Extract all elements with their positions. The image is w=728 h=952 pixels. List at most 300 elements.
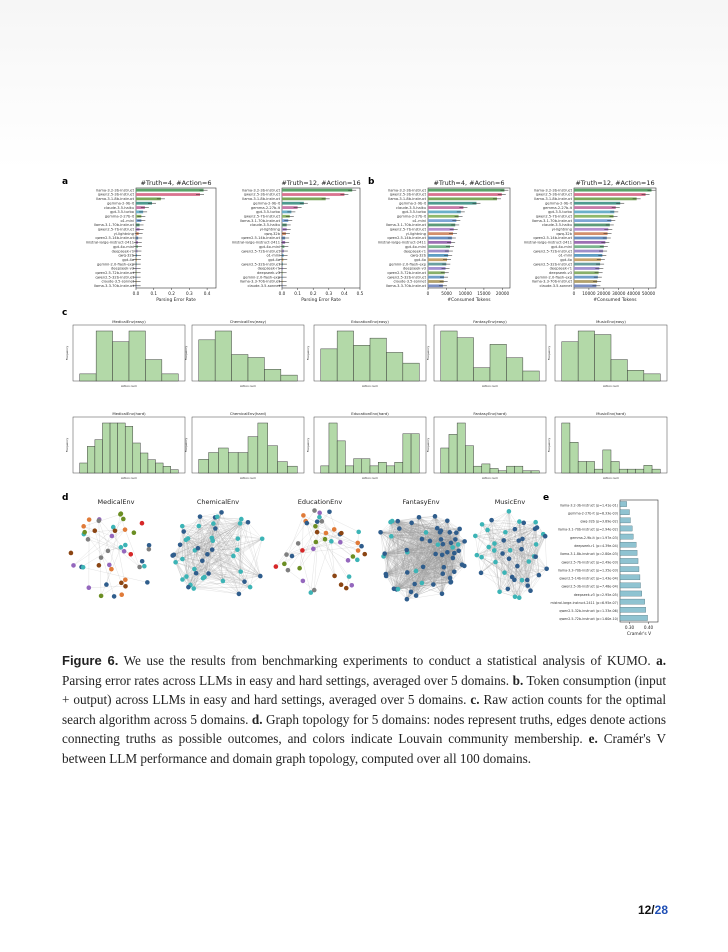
hist-bar-hard-3-9 <box>515 466 523 473</box>
graph-node-3 <box>450 545 455 550</box>
bar-label-e-8: llama-3.3-70b-instruct (p=1.35e-03) <box>558 568 618 573</box>
bar-label-a1-1: qwen2.5-3b-instruct <box>97 192 134 197</box>
graph-node-3 <box>449 580 454 585</box>
bar-label-a2-19: deepseek-v3 <box>257 271 280 275</box>
graph-node-2 <box>323 537 328 542</box>
graph-node-4 <box>525 578 530 583</box>
hist-bar-hard-2-0 <box>321 466 329 473</box>
graph-node-2 <box>338 540 343 545</box>
hist-bar-easy-3-4 <box>506 358 522 381</box>
graph-node-1 <box>197 524 202 529</box>
graph-node-2 <box>315 530 320 535</box>
graph-node-2 <box>301 579 306 584</box>
bar-label-a2-7: llama-3.1-70b-instruct <box>239 218 280 223</box>
bar-label-a1-9: qwen2.5-7b-instruct <box>97 227 134 232</box>
bar-label-b1-19: qwen2.5-72b-instruct <box>387 271 426 275</box>
bar-label-b2-8: claude-3.5-haiku <box>542 223 572 228</box>
graph-edge-0 <box>95 531 140 567</box>
graph-node-2 <box>356 548 361 553</box>
bar-label-a2-1: qwen2.5-3b-instruct <box>243 192 280 197</box>
graph-node-4 <box>510 575 515 580</box>
bar-b2-10 <box>574 232 608 235</box>
graph-title-2: EducationEnv <box>297 498 343 506</box>
bar-label-a1-21: claude-3.5-sonnet <box>101 279 134 284</box>
graph-edge-1 <box>194 589 239 594</box>
graph-node-3 <box>382 551 387 556</box>
graph-node-1 <box>248 585 253 590</box>
bar-label-a1-20: qwen2.5-32b-instruct <box>95 275 134 280</box>
graph-node-0 <box>123 584 128 589</box>
bar-e-2 <box>620 518 630 523</box>
bar-e-11 <box>620 591 642 596</box>
bar-label-a1-22: llama-3.3-70b-instruct <box>93 284 134 289</box>
bar-label-a2-8: claude-3.5-haiku <box>250 223 280 228</box>
graph-node-0 <box>97 563 102 568</box>
graph-node-4 <box>479 555 484 560</box>
bar-label-a2-21: llama-3.3-70b-instruct <box>239 279 280 284</box>
graph-node-0 <box>128 552 133 557</box>
bar-label-e-3: llama-3.1-70b-instruct (p=2.94e-02) <box>558 527 618 532</box>
graph-node-0 <box>81 524 86 529</box>
caption-a-text: Parsing error rates across LLMs in easy and hard settings, averaged over 5 domains. <box>62 672 513 688</box>
graph-node-4 <box>517 519 522 524</box>
bar-label-b1-4: claude-3.5-haiku <box>396 205 426 210</box>
tick-label-b1-0: 0 <box>426 291 430 296</box>
graph-node-0 <box>92 528 97 533</box>
graph-node-0 <box>119 511 124 516</box>
hist-xlabel-hard-2: Action num <box>362 476 378 480</box>
panel-letter-c: c <box>62 308 68 318</box>
hist-bar-hard-0-6 <box>125 426 133 473</box>
graph-node-3 <box>433 514 438 519</box>
graph-node-2 <box>327 509 332 514</box>
bar-label-a1-2: llama-3.1-8b-instruct <box>96 197 134 202</box>
graph-node-4 <box>508 548 513 553</box>
bar-label-e-13: qwen2.5-32b-instruct (p=1.33e-06) <box>559 609 618 614</box>
graph-node-4 <box>486 545 491 550</box>
graph-node-1 <box>215 514 220 519</box>
graph-node-3 <box>440 553 445 558</box>
graph-node-3 <box>436 542 441 547</box>
bar-e-8 <box>620 567 639 572</box>
graph-node-0 <box>109 567 114 572</box>
hist-bar-hard-1-2 <box>218 448 228 473</box>
graph-node-3 <box>440 571 445 576</box>
hist-bar-hard-3-10 <box>523 471 531 473</box>
hist-ylabel-easy-2: Frequency <box>306 345 310 361</box>
bar-label-b2-2: llama-3.1-8b-instruct <box>534 197 572 202</box>
hist-title-hard-3: FantasyEnv(hard) <box>473 411 507 416</box>
bar-label-b1-0: llama-3.2-3b-instruct <box>388 188 426 193</box>
bar-e-6 <box>620 550 637 555</box>
graph-node-4 <box>515 564 520 569</box>
graph-node-2 <box>311 547 316 552</box>
hist-bar-hard-4-11 <box>652 469 660 473</box>
bar-label-e-0: llama-3.2-3b-instruct (p=1.41e-01) <box>560 503 618 508</box>
bar-label-b1-5: gpt-3.5-turbo <box>402 210 426 215</box>
hist-bar-easy-4-2 <box>595 335 611 381</box>
page-separator: / <box>651 903 655 917</box>
hist-bar-hard-2-9 <box>395 462 403 473</box>
figure-6 <box>58 170 670 640</box>
bar-label-b2-20: gemini-2.0-flash-exp <box>534 275 572 280</box>
graph-edge-2 <box>287 546 362 554</box>
bar-label-b2-18: deepseek-r1 <box>549 266 572 271</box>
graph-node-3 <box>442 565 447 570</box>
graph-node-2 <box>274 564 279 569</box>
bar-b1-0 <box>428 189 504 192</box>
bar-label-b1-3: gemma-2-9b-it <box>399 201 426 206</box>
graph-node-2 <box>346 558 351 563</box>
graph-edge-4 <box>492 520 536 522</box>
hist-bar-easy-3-2 <box>474 368 490 381</box>
graph-edge-3 <box>381 532 397 589</box>
hist-bar-hard-3-8 <box>506 466 514 473</box>
graph-node-0 <box>121 517 126 522</box>
bar-label-a1-13: gpt-4o-mini <box>113 244 134 249</box>
graph-node-0 <box>142 564 147 569</box>
bar-label-b2-3: gemma-2-9b-it <box>545 201 572 206</box>
hist-bar-hard-4-3 <box>586 461 594 473</box>
graph-node-1 <box>206 571 211 576</box>
tick-label-a2-0: 0.0 <box>278 291 286 296</box>
tick-label-a1-1: 0.1 <box>150 291 158 296</box>
graph-node-3 <box>433 552 438 557</box>
graph-edge-2 <box>302 515 303 550</box>
graph-node-0 <box>147 547 152 552</box>
graph-node-4 <box>517 595 522 600</box>
graph-node-1 <box>246 520 251 525</box>
chart-title-b2: #Truth=12, #Action=16 <box>575 179 655 187</box>
bar-label-b2-7: llama-3.1-70b-instruct <box>531 218 572 223</box>
graph-edge-1 <box>176 562 183 579</box>
graph-node-1 <box>239 517 244 522</box>
bar-label-b1-6: gemma-2-27b-it <box>396 214 426 219</box>
bar-b2-12 <box>574 241 605 244</box>
graph-node-3 <box>409 521 414 526</box>
graph-node-2 <box>301 513 306 518</box>
bar-b2-8 <box>574 224 610 227</box>
hist-bar-hard-4-0 <box>562 423 570 473</box>
tick-label-b1-2: 10000 <box>458 291 472 296</box>
hist-xlabel-easy-4: Action num <box>603 384 619 388</box>
graph-edge-0 <box>84 534 124 551</box>
graph-node-2 <box>305 521 310 526</box>
tick-label-a1-0: 0.0 <box>132 291 140 296</box>
graph-node-2 <box>339 582 344 587</box>
bar-label-a1-14: deepseek-r1 <box>111 249 134 254</box>
graph-node-3 <box>440 591 445 596</box>
hist-ylabel-easy-1: Frequency <box>184 345 188 361</box>
graph-node-4 <box>492 548 497 553</box>
hist-bar-hard-0-9 <box>148 460 156 473</box>
bar-label-b2-6: qwen2.5-7b-instruct <box>535 214 572 219</box>
hist-bar-easy-4-5 <box>644 374 660 381</box>
graph-node-4 <box>497 589 502 594</box>
bar-b2-13 <box>574 245 604 248</box>
graph-node-2 <box>362 552 367 557</box>
bar-label-a1-0: llama-3.2-3b-instruct <box>96 188 134 193</box>
bar-b2-16 <box>574 258 601 261</box>
graph-node-0 <box>123 543 128 548</box>
bar-label-b2-12: mistral-large-instruct-2411 <box>523 240 572 245</box>
graph-node-2 <box>332 527 337 532</box>
graph-node-0 <box>107 563 112 568</box>
axis-label-e: Cramér's V <box>626 632 652 637</box>
graph-node-3 <box>424 530 429 535</box>
graph-node-1 <box>198 514 203 519</box>
hist-bar-hard-3-3 <box>465 446 473 473</box>
graph-node-2 <box>320 519 325 524</box>
hist-bar-hard-3-11 <box>531 471 539 473</box>
hist-bar-easy-1-1 <box>215 331 231 381</box>
tick-label-b2-4: 40000 <box>626 291 641 296</box>
hist-bar-hard-4-5 <box>603 450 611 473</box>
graph-node-4 <box>543 534 548 539</box>
graph-node-1 <box>235 547 240 552</box>
hist-bar-hard-3-1 <box>449 434 457 473</box>
graph-node-0 <box>123 577 128 582</box>
graph-node-4 <box>544 567 549 572</box>
graph-title-3: FantasyEnv <box>402 498 440 506</box>
hist-bar-easy-1-4 <box>264 369 280 381</box>
bar-b1-3 <box>428 202 476 205</box>
bar-label-b2-14: qwen2.5-72b-instruct <box>533 249 572 254</box>
tick-label-a1-3: 0.3 <box>185 291 193 296</box>
bar-label-b2-4: gemma-2-27b-it <box>542 205 572 210</box>
graph-node-4 <box>525 583 530 588</box>
tick-label-b1-1: 5000 <box>441 291 452 296</box>
bar-b1-6 <box>428 215 459 218</box>
hist-bar-easy-4-3 <box>611 360 627 381</box>
page-number <box>618 903 668 917</box>
graph-node-0 <box>145 580 150 585</box>
graph-node-1 <box>221 579 226 584</box>
hist-bar-hard-1-4 <box>238 453 248 473</box>
graph-node-4 <box>537 573 542 578</box>
bar-label-e-6: llama-3.1-8b-instruct (p=2.80e-03) <box>560 552 618 557</box>
tick-label-a2-5: 0.5 <box>356 291 364 296</box>
hist-xlabel-hard-0: Action num <box>121 476 137 480</box>
graph-node-3 <box>452 551 457 556</box>
graph-node-2 <box>317 515 322 520</box>
graph-node-4 <box>473 534 478 539</box>
bar-label-a2-4: gemma-2-27b-it <box>250 205 280 210</box>
bar-label-a1-7: o1-mini <box>120 218 134 223</box>
hist-bar-hard-4-9 <box>636 469 644 473</box>
graph-node-0 <box>137 565 142 570</box>
bar-label-e-9: qwen2.5-14b-instruct (p=1.43e-04) <box>559 576 618 581</box>
graph-node-1 <box>231 554 236 559</box>
hist-bar-hard-3-5 <box>482 464 490 473</box>
hist-bar-easy-0-0 <box>80 374 96 381</box>
bar-b1-8 <box>428 224 455 227</box>
graph-node-4 <box>500 551 505 556</box>
bar-label-a1-6: gemma-2-27b-it <box>104 214 134 219</box>
graph-node-3 <box>389 534 394 539</box>
hist-bar-hard-3-6 <box>490 468 498 473</box>
graph-node-2 <box>344 586 349 591</box>
bar-label-b2-21: llama-3.3-70b-instruct <box>531 279 572 284</box>
hist-bar-hard-0-11 <box>163 466 171 473</box>
bar-b2-4 <box>574 206 616 209</box>
hist-bar-hard-2-8 <box>386 466 394 473</box>
bar-label-b1-13: gpt-4o-mini <box>405 244 426 249</box>
panel-letter-e: e <box>543 493 550 503</box>
graph-node-0 <box>96 518 101 523</box>
bar-label-e-11: deepseek-v3 (p=2.95e-05) <box>573 592 618 597</box>
bar-label-b2-9: yi-lightning <box>551 227 572 232</box>
hist-bar-hard-1-5 <box>248 437 258 473</box>
bar-label-b1-9: qwen2.5-7b-instruct <box>389 227 426 232</box>
graph-node-2 <box>286 568 291 573</box>
bar-b2-3 <box>574 202 620 205</box>
hist-ylabel-easy-0: Frequency <box>65 345 69 361</box>
bar-label-e-10: qwen2.5-3b-instruct (p=7.48e-04) <box>561 584 618 589</box>
graph-node-3 <box>396 587 401 592</box>
bar-label-b2-10: qwq-32b <box>556 231 572 236</box>
bar-label-a1-19: qwen2.5-72b-instruct <box>95 271 134 275</box>
hist-bar-hard-1-7 <box>268 446 278 473</box>
tick-label-b2-1: 10000 <box>582 291 596 296</box>
bar-label-a1-10: yi-lightning <box>113 231 134 236</box>
graph-node-3 <box>447 530 452 535</box>
bar-label-b1-2: llama-3.1-8b-instruct <box>388 197 426 202</box>
graph-node-1 <box>184 538 189 543</box>
graph-node-4 <box>493 560 498 565</box>
graph-node-1 <box>213 526 218 531</box>
caption-d-text: Graph topology for 5 domains: nodes represent truths, edges denote actions connecting truths as possible outcomes, and colors indicate Louvain community membership. <box>62 711 666 747</box>
tick-label-a2-4: 0.4 <box>341 291 348 296</box>
graph-node-3 <box>414 593 419 598</box>
bar-b1-4 <box>428 206 463 209</box>
bar-label-a1-12: mistral-large-instruct-2411 <box>85 240 134 245</box>
hist-bar-hard-2-4 <box>354 459 362 473</box>
bar-label-a2-13: gpt-4o-mini <box>259 244 280 249</box>
tick-label-a2-2: 0.2 <box>309 291 317 296</box>
graph-node-1 <box>238 521 243 526</box>
graph-node-3 <box>420 537 425 542</box>
graph-node-0 <box>87 517 92 522</box>
graph-node-3 <box>451 556 456 561</box>
graph-node-0 <box>104 582 109 587</box>
graph-node-3 <box>390 519 395 524</box>
axis-label-a1: Parsing Error Rate <box>156 298 196 303</box>
bar-b2-1 <box>574 193 646 196</box>
graph-node-1 <box>180 524 185 529</box>
graph-node-0 <box>86 537 91 542</box>
graph-node-2 <box>349 583 354 588</box>
bar-label-a2-9: yi-lightning <box>259 227 280 232</box>
graph-node-1 <box>186 585 191 590</box>
graph-node-3 <box>462 539 467 544</box>
graph-node-1 <box>178 542 183 547</box>
graph-edge-1 <box>248 522 262 538</box>
bar-e-7 <box>620 558 638 563</box>
graph-node-2 <box>332 574 337 579</box>
hist-ylabel-hard-2: Frequency <box>306 437 310 453</box>
bar-label-a2-12: mistral-large-instruct-2411 <box>231 240 280 245</box>
bar-label-a2-0: llama-3.2-3b-instruct <box>242 188 280 193</box>
graph-node-2 <box>347 574 352 579</box>
hist-bar-easy-3-0 <box>441 331 457 381</box>
graph-node-0 <box>119 581 124 586</box>
graph-title-4: MusicEnv <box>494 498 526 506</box>
graph-node-2 <box>351 554 356 559</box>
chart-title-a1: #Truth=4, #Action=6 <box>140 179 212 187</box>
figure-canvas <box>58 170 670 640</box>
bar-label-a1-18: deepseek-v3 <box>111 266 134 271</box>
bar-label-b1-18: deepseek-v3 <box>403 266 426 271</box>
graph-node-0 <box>81 565 86 570</box>
bar-label-a1-15: qwq-32b <box>118 253 134 258</box>
graph-node-0 <box>147 543 152 548</box>
graph-node-2 <box>312 588 317 593</box>
graph-edge-0 <box>88 539 124 551</box>
panel-letter-d: d <box>62 493 69 503</box>
hist-bar-hard-3-4 <box>474 466 482 473</box>
graph-node-1 <box>172 552 177 557</box>
bar-b2-14 <box>574 250 603 253</box>
hist-bar-hard-2-11 <box>411 434 419 473</box>
graph-node-1 <box>173 560 178 565</box>
graph-node-2 <box>300 548 305 553</box>
bar-label-b1-14: deepseek-r1 <box>403 249 426 254</box>
graph-node-3 <box>445 518 450 523</box>
graph-node-4 <box>527 559 532 564</box>
graph-node-3 <box>457 527 462 532</box>
graph-title-1: ChemicalEnv <box>196 498 240 506</box>
bar-a2-2 <box>282 197 326 200</box>
graph-node-3 <box>441 542 446 547</box>
tick-label-a1-4: 0.4 <box>203 291 211 296</box>
graph-node-4 <box>520 578 525 583</box>
bar-label-b1-16: gpt-4o <box>414 257 426 262</box>
bar-e-1 <box>620 510 630 515</box>
bar-label-e-4: gemma-2-9b-it (p=1.97e-03) <box>570 535 618 540</box>
bar-label-a2-18: deepseek-r1 <box>257 266 280 271</box>
hist-ylabel-hard-4: Frequency <box>547 437 551 453</box>
bar-label-b1-20: qwen2.5-32b-instruct <box>387 275 426 280</box>
bar-b2-7 <box>574 219 611 222</box>
bar-b1-7 <box>428 219 456 222</box>
graph-node-3 <box>448 576 453 581</box>
hist-bar-hard-1-8 <box>278 462 288 473</box>
hist-bar-hard-4-2 <box>578 461 586 473</box>
hist-bar-hard-4-7 <box>619 469 627 473</box>
graph-edge-2 <box>320 513 359 532</box>
hist-bar-easy-0-5 <box>162 374 178 381</box>
graph-node-2 <box>315 519 320 524</box>
graph-node-3 <box>421 565 426 570</box>
hist-bar-easy-1-3 <box>248 357 264 381</box>
caption-e-label: e. <box>588 731 598 747</box>
hist-bar-easy-1-0 <box>199 340 215 381</box>
graph-node-0 <box>69 551 74 556</box>
bar-label-b1-7: o1-mini <box>412 218 426 223</box>
bar-label-a1-17: gemini-2.0-flash-exp <box>96 262 134 267</box>
hist-bar-hard-2-1 <box>329 423 337 473</box>
tick-label-e-1: 0.40 <box>643 625 654 630</box>
hist-bar-hard-0-8 <box>140 453 148 473</box>
hist-bar-easy-0-4 <box>145 360 161 381</box>
graph-node-0 <box>82 530 87 535</box>
graph-node-1 <box>242 579 247 584</box>
hist-bar-easy-3-1 <box>457 338 473 381</box>
hist-xlabel-easy-0: Action num <box>121 384 137 388</box>
graph-node-4 <box>502 570 507 575</box>
bar-label-b1-8: llama-3.1-70b-instruct <box>385 223 426 228</box>
